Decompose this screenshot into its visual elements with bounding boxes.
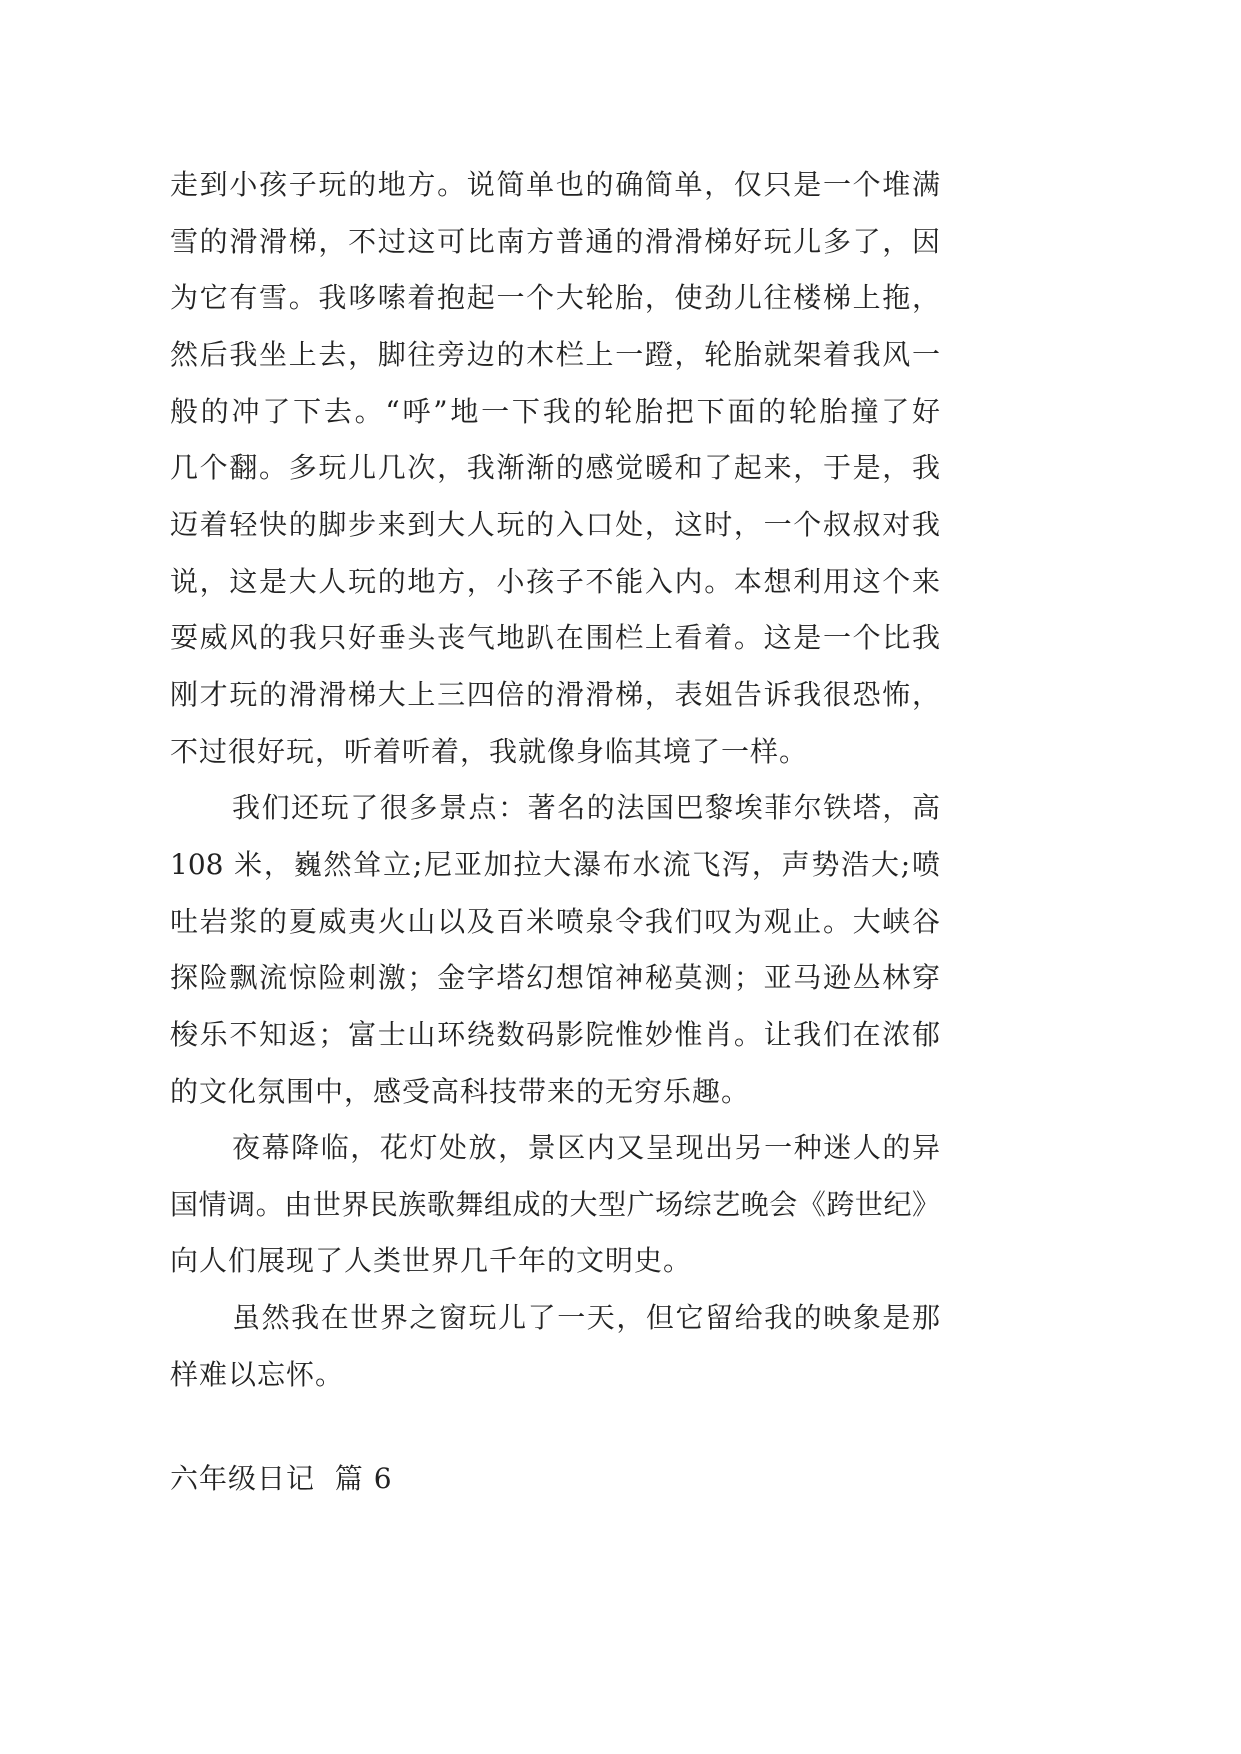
text-line: 为它有雪。我哆嗦着抱起一个大轮胎，使劲儿往楼梯上拖，: [170, 281, 940, 315]
text-line: 探险飘流惊险刺激；金字塔幻想馆神秘莫测；亚马逊丛林穿: [170, 961, 940, 995]
section-heading: 六年级日记 篇 6: [170, 1462, 393, 1496]
text-line: 样难以忘怀。: [170, 1357, 345, 1391]
paragraph: [170, 1290, 940, 1403]
text-line: 说，这是大人玩的地方，小孩子不能入内。本想利用这个来: [170, 564, 940, 598]
text-line: 虽然我在世界之窗玩儿了一天，但它留给我的映象是那: [232, 1301, 940, 1335]
text-line: 然后我坐上去，脚往旁边的木栏上一蹬，轮胎就架着我风一: [170, 337, 940, 371]
text-line: 迈着轻快的脚步来到大人玩的入口处，这时，一个叔叔对我: [170, 507, 940, 541]
text-line: 吐岩浆的夏威夷火山以及百米喷泉令我们叹为观止。大峡谷: [170, 904, 940, 938]
text-line: 走到小孩子玩的地方。说简单也的确简单，仅只是一个堆满: [170, 168, 940, 201]
text-line: 几个翻。多玩儿几次，我渐渐的感觉暖和了起来，于是，我: [170, 451, 940, 485]
text-line: 我们还玩了很多景点：著名的法国巴黎埃菲尔铁塔，高: [232, 791, 940, 825]
text-line: 梭乐不知返；富士山环绕数码影院惟妙惟肖。让我们在浓郁: [170, 1017, 940, 1051]
paragraph: [170, 780, 940, 1120]
paragraph: [170, 1120, 940, 1290]
text-line: 国情调。由世界民族歌舞组成的大型广场综艺晚会《跨世纪》: [170, 1187, 940, 1221]
text-line: 刚才玩的滑滑梯大上三四倍的滑滑梯，表姐告诉我很恐怖，: [170, 677, 940, 711]
text-line: 般的冲了下去。“呼”地一下我的轮胎把下面的轮胎撞了好: [170, 394, 940, 428]
text-line: 向人们展现了人类世界几千年的文明史。: [170, 1244, 693, 1278]
text-line: 的文化氛围中，感受高科技带来的无穷乐趣。: [170, 1074, 751, 1108]
text-line: 耍威风的我只好垂头丧气地趴在围栏上看着。这是一个比我: [170, 621, 940, 655]
text-line: 108 米，巍然耸立;尼亚加拉大瀑布水流飞泻，声势浩大;喷: [170, 847, 940, 881]
text-line: 不过很好玩，听着听着，我就像身临其境了一样。: [170, 734, 809, 768]
paragraph: [170, 157, 940, 780]
document-body: [170, 157, 940, 1508]
text-line: 雪的滑滑梯，不过这可比南方普通的滑滑梯好玩儿多了，因: [170, 224, 940, 258]
text-line: 夜幕降临，花灯处放，景区内又呈现出另一种迷人的异: [232, 1131, 940, 1165]
